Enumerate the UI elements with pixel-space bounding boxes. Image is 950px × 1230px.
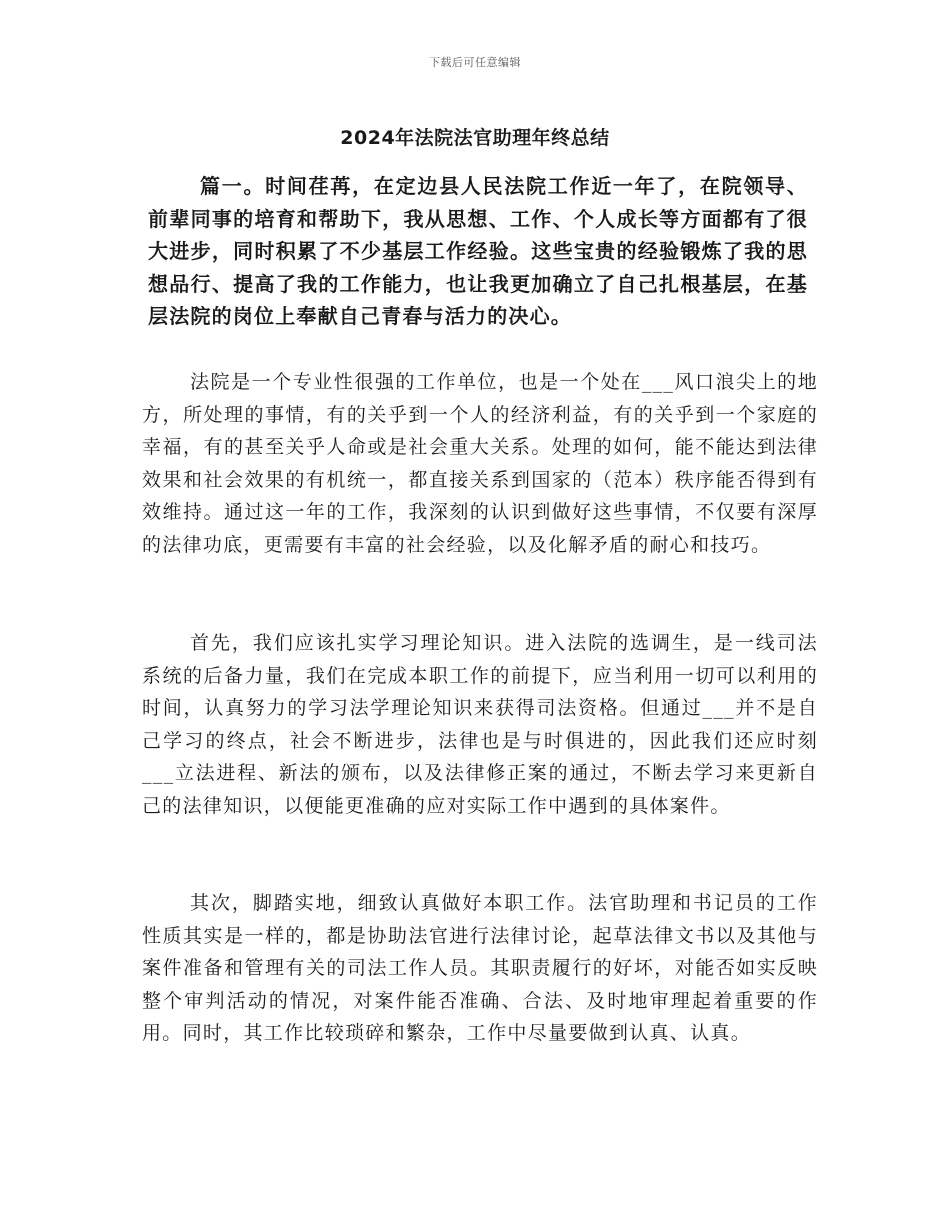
intro-paragraph: 篇一。时间荏苒，在定边县人民法院工作近一年了，在院领导、前辈同事的培育和帮助下，我从思想、工作、个人成长等方面都有了很大进步，同时积累了不少基层工作经验。这些宝贵的经验锻炼了我的思想品行、提高了我的工作能力，也让我更加确立了自己扎根基层，在基层法院的岗位上奉献自己青春与活力的决心。 — [148, 174, 808, 328]
document-title: 2024年法院法官助理年终总结 — [340, 127, 610, 149]
body-paragraph-3: 其次，脚踏实地，细致认真做好本职工作。法官助理和书记员的工作性质其实是一样的，都是协助法官进行法律讨论，起草法律文书以及其他与案件准备和管理有关的司法工作人员。其职责履行的好坏，对能否如实反映整个审判活动的情况，对案件能否准确、合法、及时地审理起着重要的作用。同时，其工作比较琐碎和繁杂，工作中尽量要做到认真、认真。 — [142, 892, 818, 1045]
body-paragraph-2: 首先，我们应该扎实学习理论知识。进入法院的选调生，是一线司法系统的后备力量，我们在完成本职工作的前提下，应当利用一切可以利用的时间，认真努力的学习法学理论知识来获得司法资格。但通过___并不是自己学习的终点，社会不断进步，法律也是与时俱进的，因此我们还应时刻___立法进程、新法的颁布，以及法律修正案的通过，不断去学习来更新自己的法律知识，以便能更准确的应对实际工作中遇到的具体案件。 — [142, 632, 818, 817]
header-note: 下载后可任意编辑 — [429, 56, 521, 69]
body-paragraph-1: 法院是一个专业性很强的工作单位，也是一个处在___风口浪尖上的地方，所处理的事情，有的关乎到一个人的经济利益，有的关乎到一个家庭的幸福，有的甚至关乎人命或是社会重大关系。处理的如何，能不能达到法律效果和社会效果的有机统一，都直接关系到国家的（范本）秩序能否得到有效维持。通过这一年的工作，我深刻的认识到做好这些事情，不仅要有深厚的法律功底，更需要有丰富的社会经验，以及化解矛盾的耐心和技巧。 — [142, 371, 818, 556]
